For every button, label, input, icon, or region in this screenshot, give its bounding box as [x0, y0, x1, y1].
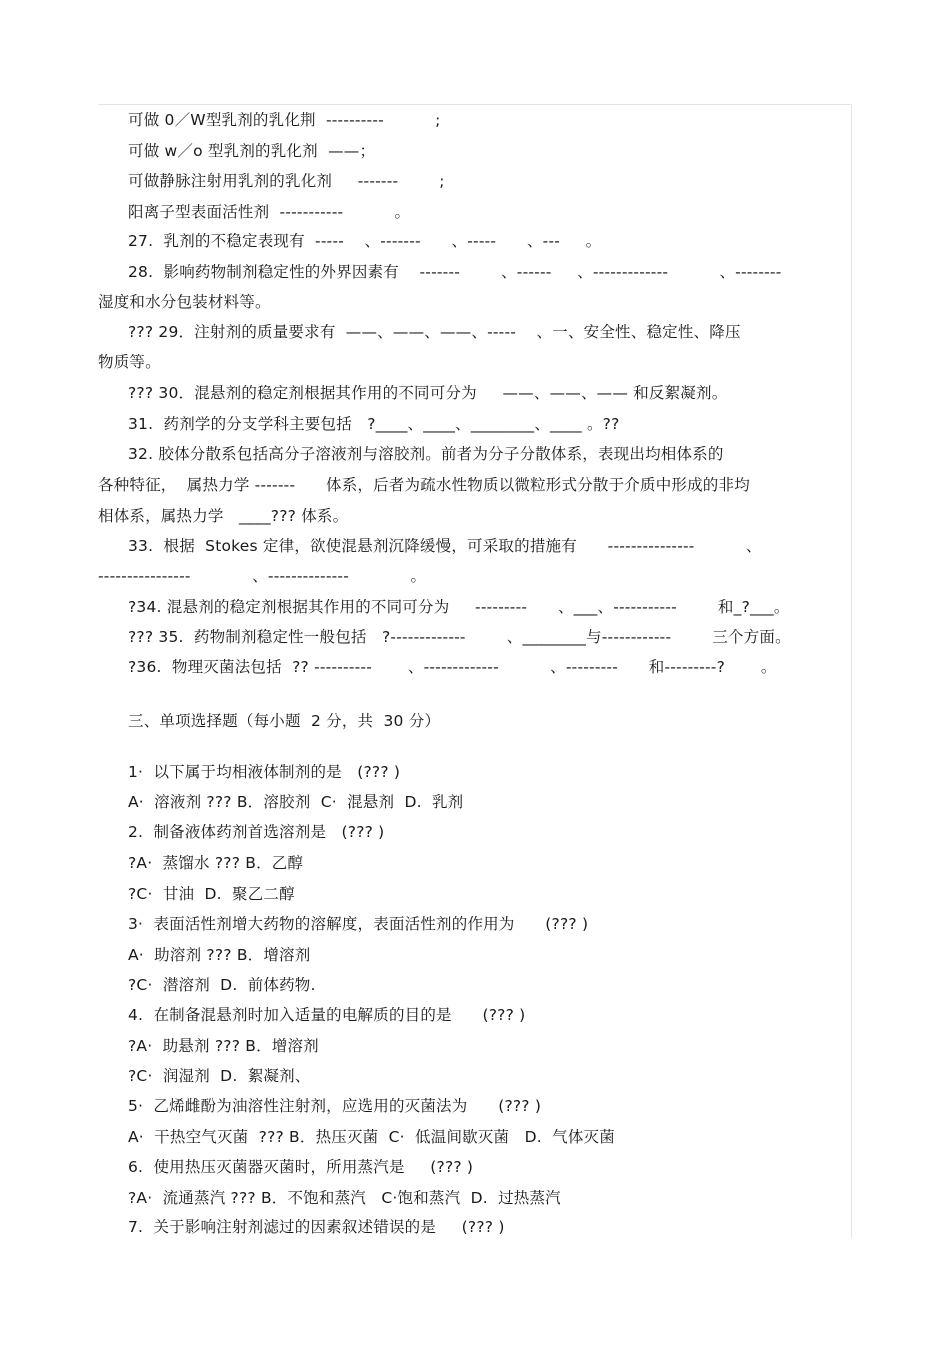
choice-question-1: 1· 以下属于均相液体制剂的是 (??? )	[128, 763, 401, 781]
choice-options: ?C· 润湿剂 D. 絮凝剂、	[128, 1067, 311, 1085]
question-30: ??? 30．混悬剂的稳定剂根据其作用的不同可分为 ——、——、—— 和反絮凝剂。	[128, 384, 728, 402]
text-line: 相体系，属热力学 ____??? 体系。	[98, 507, 349, 525]
choice-options: ?A· 助悬剂 ??? B．增溶剂	[128, 1037, 319, 1055]
question-34: ?34. 混悬剂的稳定剂根据其作用的不同可分为 --------- 、___、----------- 和_?___。	[128, 598, 790, 616]
question-28: 28. 影响药物制剂稳定性的外界因素有 ------- 、------ 、------------- 、--------	[128, 263, 782, 281]
choice-options: A· 助溶剂 ??? B．增溶剂	[128, 946, 311, 964]
choice-options: ?C· 潜溶剂 D. 前体药物.	[128, 976, 316, 994]
choice-options: ?A· 流通蒸汽 ??? B．不饱和蒸汽 C·饱和蒸汽 D. 过热蒸汽	[128, 1189, 561, 1207]
choice-options: A· 干热空气灭菌 ??? B．热压灭菌 C· 低温间歇灭菌 D. 气体灭菌	[128, 1128, 615, 1146]
choice-options: A· 溶液剂 ??? B．溶胶剂 C· 混悬剂 D. 乳剂	[128, 793, 464, 811]
text-line: 可做 0／W型乳剂的乳化荆 ---------- ;	[128, 111, 441, 129]
text-line: 阳离子型表面活性剂 ----------- 。	[128, 203, 411, 221]
page-frame-top	[98, 104, 852, 105]
text-line: 可做 w／o 型乳剂的乳化剂 ——；	[128, 142, 376, 160]
choice-question-7: 7. 关于影响注射剂滤过的因素叙述错误的是 (??? )	[128, 1218, 505, 1236]
question-27: 27. 乳剂的不稳定表现有 ----- 、------- 、----- 、--- 。	[128, 232, 602, 250]
choice-question-3: 3· 表面活性剂增大药物的溶解度，表面活性剂的作用为 (??? )	[128, 915, 589, 933]
page-frame-right	[851, 104, 852, 1238]
question-32: 32. 胶体分散系包括高分子溶液剂与溶胶剂。前者为分子分散体系，表现出均相体系的	[128, 445, 724, 463]
choice-question-5: 5· 乙烯雌酚为油溶性注射剂，应选用的灭菌法为 (??? )	[128, 1097, 542, 1115]
question-35: ??? 35. 药物制剂稳定性一般包括 ?------------- 、________与------------ 三个方面。	[128, 628, 791, 646]
text-line: 可做静脉注射用乳剂的乳化剂 ------- ;	[128, 172, 445, 190]
choice-options: ?A· 蒸馏水 ??? B．乙醇	[128, 854, 304, 872]
choice-question-6: 6. 使用热压灭菌器灭菌时，所用蒸汽是 (??? )	[128, 1158, 474, 1176]
choice-question-4: 4. 在制备混悬剂时加入适量的电解质的目的是 (??? )	[128, 1006, 526, 1024]
text-line: ---------------- 、-------------- 。	[98, 567, 427, 585]
question-36: ?36. 物理灭菌法包括 ?? ---------- 、------------- 、--------- 和---------? 。	[128, 658, 777, 676]
question-29: ??? 29．注射剂的质量要求有 ——、——、——、----- 、一、安全性、稳定性、降压	[128, 323, 741, 341]
choice-question-2: 2. 制备液体药剂首选溶剂是 (??? )	[128, 823, 385, 841]
text-line: 物质等。	[98, 353, 161, 371]
text-line: 湿度和水分包装材料等。	[98, 293, 271, 311]
choice-options: ?C· 甘油 D. 聚乙二醇	[128, 885, 295, 903]
section-title: 三、单项选择题（每小题 2 分，共 30 分）	[128, 712, 441, 730]
text-line: 各种特征， 属热力学 ------- 体系，后者为疏水性物质以微粒形式分散于介质中形成的非均	[98, 476, 750, 494]
question-33: 33. 根据 Stokes 定律，欲使混悬剂沉降缓慢，可采取的措施有 --------------- 、	[128, 537, 762, 555]
question-31: 31. 药剂学的分支学科主要包括 ?____、____、________、____ 。??	[128, 415, 620, 433]
